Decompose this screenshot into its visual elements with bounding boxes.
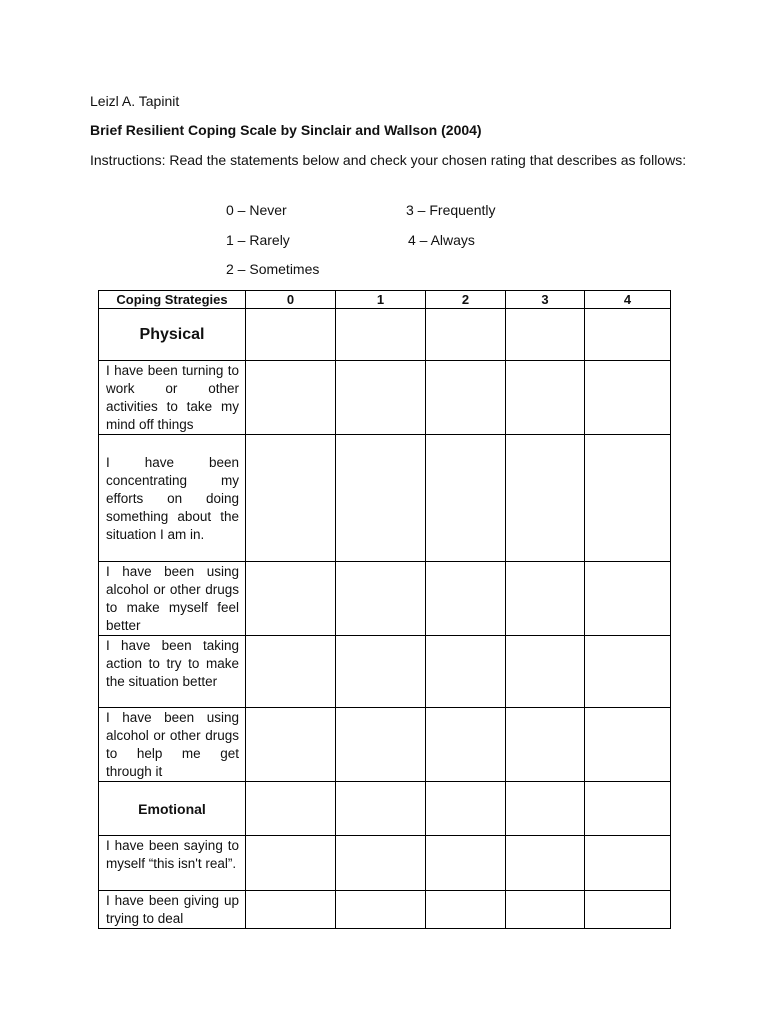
table-header-row	[99, 291, 671, 309]
rating-cell[interactable]	[426, 891, 506, 929]
statement-row	[99, 361, 671, 435]
rating-cell[interactable]	[246, 836, 336, 891]
rating-cell[interactable]	[336, 708, 426, 782]
rating-cell[interactable]	[585, 782, 671, 836]
rating-cell[interactable]	[506, 836, 585, 891]
rating-cell[interactable]	[246, 708, 336, 782]
rating-cell[interactable]	[585, 891, 671, 929]
section-label-physical: Physical	[99, 309, 246, 361]
rating-cell[interactable]	[585, 636, 671, 708]
rating-cell[interactable]	[336, 435, 426, 562]
column-header-coping-strategies: Coping Strategies	[99, 291, 246, 309]
rating-cell[interactable]	[506, 562, 585, 636]
rating-cell[interactable]	[426, 708, 506, 782]
rating-cell[interactable]	[585, 562, 671, 636]
rating-cell[interactable]	[426, 361, 506, 435]
legend-rating-4: 4 – Always	[408, 232, 475, 248]
rating-cell[interactable]	[336, 782, 426, 836]
statement-row	[99, 891, 671, 929]
rating-cell[interactable]	[426, 782, 506, 836]
rating-cell[interactable]	[585, 708, 671, 782]
rating-cell[interactable]	[585, 309, 671, 361]
rating-cell[interactable]	[506, 891, 585, 929]
rating-cell[interactable]	[246, 782, 336, 836]
column-header-rating-0: 0	[246, 291, 336, 309]
rating-cell[interactable]	[246, 435, 336, 562]
statement-row	[99, 708, 671, 782]
statement-text: I have been taking action to try to make the situation better	[99, 636, 246, 708]
statement-text: I have been concentrating my efforts on doing something about the situation I am in.	[99, 435, 246, 562]
document-title: Brief Resilient Coping Scale by Sinclair and Wallson (2004)	[90, 122, 482, 138]
rating-cell[interactable]	[246, 309, 336, 361]
section-row-physical	[99, 309, 671, 361]
rating-cell[interactable]	[246, 562, 336, 636]
statement-text: I have been saying to myself “this isn't real”.	[99, 836, 246, 891]
section-label-emotional: Emotional	[99, 782, 246, 836]
rating-cell[interactable]	[585, 836, 671, 891]
rating-cell[interactable]	[506, 636, 585, 708]
rating-cell[interactable]	[336, 309, 426, 361]
rating-cell[interactable]	[246, 636, 336, 708]
legend-rating-1: 1 – Rarely	[226, 232, 290, 248]
rating-cell[interactable]	[426, 435, 506, 562]
statement-text: I have been turning to work or other activities to take my mind off things	[99, 361, 246, 435]
statement-text: I have been giving up trying to deal	[99, 891, 246, 929]
rating-cell[interactable]	[336, 562, 426, 636]
column-header-rating-2: 2	[426, 291, 506, 309]
legend-rating-3: 3 – Frequently	[406, 202, 496, 218]
rating-cell[interactable]	[506, 309, 585, 361]
rating-cell[interactable]	[336, 636, 426, 708]
rating-cell[interactable]	[336, 361, 426, 435]
statement-text: I have been using alcohol or other drugs to help me get through it	[99, 708, 246, 782]
rating-cell[interactable]	[585, 435, 671, 562]
statement-row	[99, 562, 671, 636]
rating-cell[interactable]	[426, 836, 506, 891]
rating-cell[interactable]	[506, 361, 585, 435]
column-header-rating-1: 1	[336, 291, 426, 309]
instructions-text: Instructions: Read the statements below and check your chosen rating that describes as follows:	[90, 152, 687, 168]
rating-cell[interactable]	[426, 562, 506, 636]
coping-scale-table	[98, 290, 671, 929]
legend-rating-0: 0 – Never	[226, 202, 287, 218]
rating-cell[interactable]	[506, 435, 585, 562]
rating-cell[interactable]	[426, 309, 506, 361]
statement-text: I have been using alcohol or other drugs to make myself feel better	[99, 562, 246, 636]
column-header-rating-3: 3	[506, 291, 585, 309]
statement-row	[99, 836, 671, 891]
rating-cell[interactable]	[336, 836, 426, 891]
legend-rating-2: 2 – Sometimes	[226, 261, 320, 277]
statement-row	[99, 636, 671, 708]
rating-cell[interactable]	[506, 708, 585, 782]
rating-cell[interactable]	[585, 361, 671, 435]
rating-cell[interactable]	[246, 361, 336, 435]
column-header-rating-4: 4	[585, 291, 671, 309]
rating-cell[interactable]	[336, 891, 426, 929]
section-row-emotional	[99, 782, 671, 836]
author-name: Leizl A. Tapinit	[90, 93, 180, 109]
rating-cell[interactable]	[506, 782, 585, 836]
rating-cell[interactable]	[426, 636, 506, 708]
statement-row	[99, 435, 671, 562]
rating-cell[interactable]	[246, 891, 336, 929]
